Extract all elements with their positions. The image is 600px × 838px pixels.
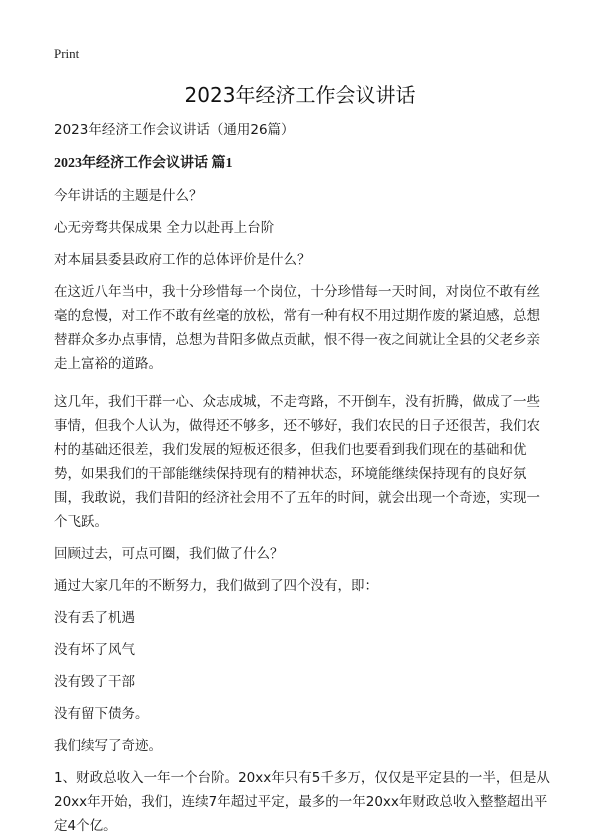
paragraph: 没有坏了风气	[54, 642, 135, 658]
paragraph: 没有留下债务。	[54, 706, 149, 722]
page-title: 2023年经济工作会议讲话	[184, 83, 416, 107]
paragraph: 今年讲话的主题是什么？	[54, 188, 203, 204]
print-link[interactable]: Print	[54, 46, 80, 61]
paragraph: 我们续写了奇迹。	[54, 738, 162, 754]
paragraph: 通过大家几年的不断努力，我们做到了四个没有，即：	[54, 578, 378, 594]
paragraph: 没有毁了干部	[54, 674, 135, 690]
paragraph: 这几年，我们干群一心、众志成城，不走弯路，不开倒车，没有折腾，做成了一些事情，但我个人认为，做得还不够多，还不够好，我们农民的日子还很苦，我们农村的基础还很差，我们发展的短板还很多，但我们也要看到我们现在的基础和优势，如果我们的干部能继续保持现有的精神状态，环境能继续保持现有的良好氛围，我敢说，我们昔阳的经济社会用不了五年的时间，就会出现一个奇迹，实现一个飞跃。	[54, 394, 540, 530]
section-heading: 2023年经济工作会议讲话 篇1	[54, 156, 233, 171]
paragraph: 在这近八年当中，我十分珍惜每一个岗位，十分珍惜每一天时间，对岗位不敢有丝毫的怠慢，对工作不敢有丝毫的放松，常有一种有权不用过期作废的紧迫感，总想替群众多办点事情，总想为昔阳多做点贡献，恨不得一夜之间就让全县的父老乡亲走上富裕的道路。	[54, 284, 540, 372]
paragraph: 1、财政总收入一年一个台阶。20xx年只有5千多万，仅仅是平定县的一半，但是从20xx年开始，我们，连续7年超过平定，最多的一年20xx年财政总收入整整超出平定4个亿。	[54, 770, 550, 834]
paragraph: 心无旁骛共保成果 全力以赴再上台阶	[54, 220, 275, 236]
document-body	[54, 118, 551, 838]
paragraph: 对本届县委县政府工作的总体评价是什么？	[54, 252, 311, 268]
paragraph: 回顾过去，可点可圈，我们做了什么？	[54, 546, 284, 562]
document-subtitle: 2023年经济工作会议讲话（通用26篇）	[54, 122, 295, 138]
paragraph: 没有丢了机遇	[54, 610, 135, 626]
